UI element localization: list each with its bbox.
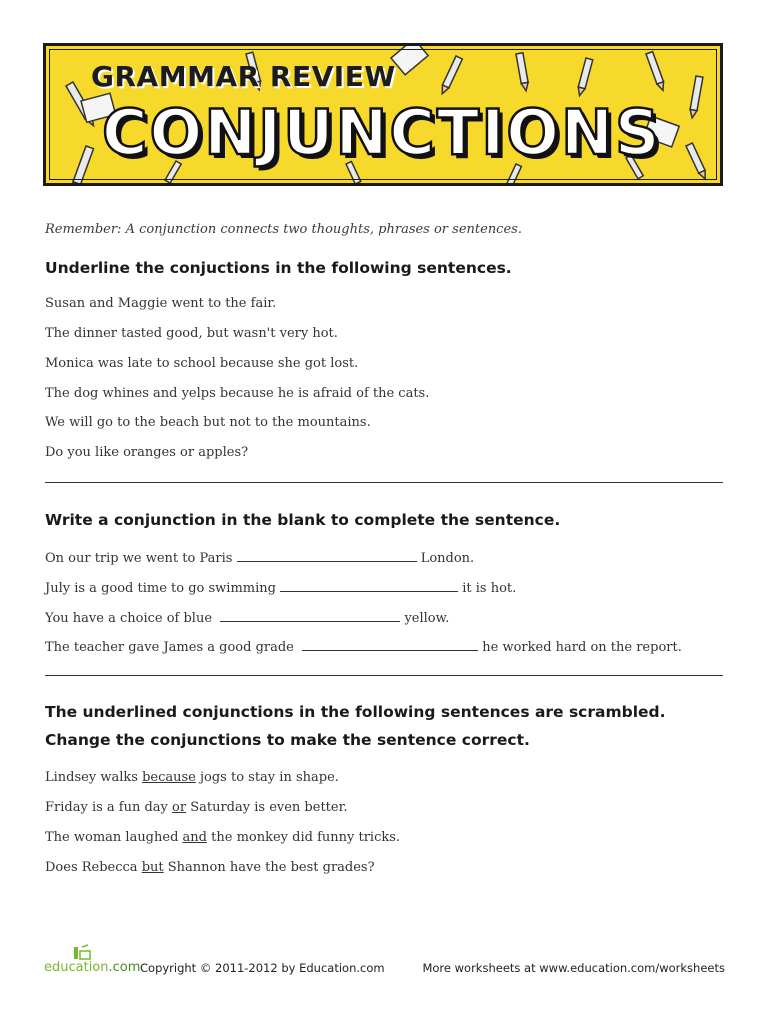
- sentence-end: Saturday is even better.: [190, 800, 348, 815]
- banner-title: CONJUNCTIONS: [102, 96, 662, 169]
- answer-blank[interactable]: [220, 609, 400, 622]
- answer-blank[interactable]: [280, 579, 458, 592]
- sentence-end: jogs to stay in shape.: [200, 770, 339, 785]
- sentence-end: London.: [420, 551, 475, 566]
- section3-sentence: [45, 770, 339, 785]
- more-worksheets-link[interactable]: More worksheets at www.education.com/worksheets: [422, 961, 725, 975]
- section-divider: [45, 675, 723, 676]
- section-divider: [45, 482, 723, 483]
- title-banner: [43, 43, 723, 186]
- sentence-start: You have a choice of blue: [45, 611, 213, 626]
- sentence-end: he worked hard on the report.: [482, 640, 682, 655]
- sentence-start: Friday is a fun day: [45, 800, 168, 815]
- sentence-start: The woman laughed: [45, 830, 179, 845]
- banner-subtitle: GRAMMAR REVIEW: [91, 60, 396, 93]
- sentence-start: The teacher gave James a good grade: [45, 640, 294, 655]
- education-logo[interactable]: [44, 943, 141, 977]
- section2-sentence: [45, 638, 682, 655]
- sentence-start: Lindsey walks: [45, 770, 138, 785]
- section3-heading: The underlined conjunctions in the following sentences are scrambled. Change the conjunctions to make the sentence correct.: [45, 703, 666, 749]
- sentence-start: Does Rebecca: [45, 860, 138, 875]
- copyright-text: Copyright © 2011-2012 by Education.com: [140, 961, 385, 975]
- section3-sentence: [45, 860, 375, 875]
- sentence-end: yellow.: [404, 611, 450, 626]
- section3-sentence: [45, 800, 348, 815]
- section1-sentence: Susan and Maggie went to the fair.: [45, 296, 277, 311]
- section1-sentence: We will go to the beach but not to the mountains.: [45, 415, 371, 430]
- sentence-start: July is a good time to go swimming: [45, 581, 276, 596]
- sentence-end: it is hot.: [462, 581, 517, 596]
- underlined-conjunction: but: [141, 860, 164, 875]
- section2-sentence: [45, 549, 474, 566]
- section2-sentence: [45, 579, 516, 596]
- sentence-end: the monkey did funny tricks.: [211, 830, 401, 845]
- logo-text: education.com: [44, 960, 141, 975]
- section2-sentence: [45, 609, 449, 626]
- answer-blank[interactable]: [237, 549, 417, 562]
- section1-sentence: Monica was late to school because she got lost.: [45, 356, 359, 371]
- remember-note: Remember: A conjunction connects two thoughts, phrases or sentences.: [45, 222, 522, 237]
- underlined-conjunction: and: [182, 830, 207, 845]
- section3-sentence: [45, 830, 400, 845]
- section1-sentence: The dog whines and yelps because he is afraid of the cats.: [45, 386, 430, 401]
- section2-heading: Write a conjunction in the blank to complete the sentence.: [45, 511, 561, 529]
- sentence-start: On our trip we went to Paris: [45, 551, 233, 566]
- section1-sentence: Do you like oranges or apples?: [45, 445, 249, 460]
- answer-blank[interactable]: [302, 638, 478, 651]
- section1-sentence: The dinner tasted good, but wasn't very hot.: [45, 326, 338, 341]
- underlined-conjunction: or: [172, 800, 187, 815]
- sentence-end: Shannon have the best grades?: [167, 860, 375, 875]
- underlined-conjunction: because: [142, 770, 196, 785]
- section1-heading: Underline the conjuctions in the following sentences.: [45, 259, 512, 277]
